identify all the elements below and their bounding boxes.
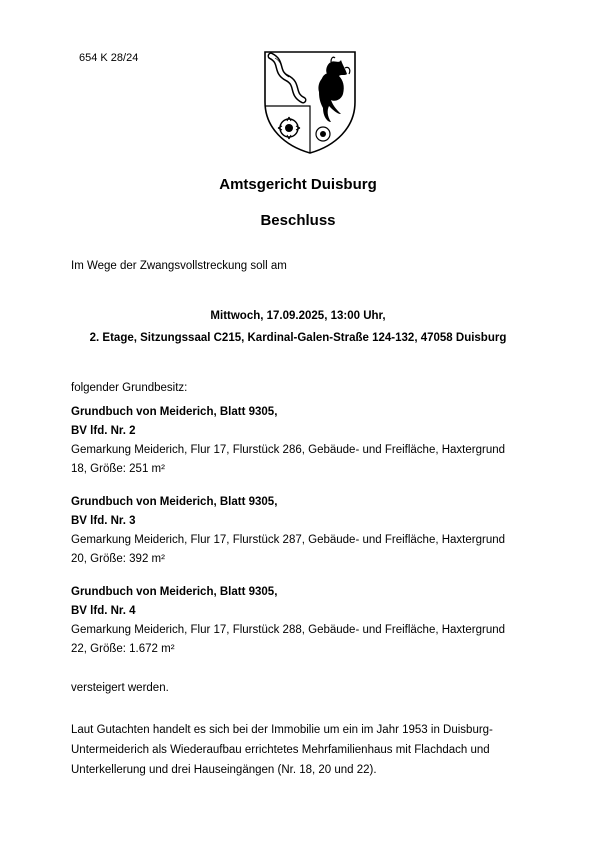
- property-description: Gemarkung Meiderich, Flur 17, Flurstück 287, Gebäude- und Freifläche, Haxtergrund: [71, 534, 506, 546]
- appointment-date-time: Mittwoch, 17.09.2025, 13:00 Uhr,: [210, 310, 386, 322]
- appointment-location: 2. Etage, Sitzungssaal C215, Kardinal-Galen-Straße 124-132, 47058 Duisburg: [89, 332, 507, 344]
- property-description-cont: 20, Größe: 392 m²: [71, 553, 165, 565]
- property-entry: [71, 403, 531, 479]
- appraisal-line: Untermeiderich als Wiederaufbau errichtetes Mehrfamilienhaus mit Flachdach und: [71, 744, 490, 756]
- property-entry: [71, 493, 531, 569]
- document-title: Beschluss: [260, 212, 336, 229]
- property-description-cont: 22, Größe: 1.672 m²: [71, 643, 175, 655]
- case-number: 654 K 28/24: [79, 52, 139, 64]
- nrw-coat-of-arms-icon: [261, 44, 359, 156]
- property-entry: [71, 583, 531, 659]
- property-description: Gemarkung Meiderich, Flur 17, Flurstück 288, Gebäude- und Freifläche, Haxtergrund: [71, 624, 506, 636]
- property-intro-text: folgender Grundbesitz:: [71, 382, 188, 394]
- intro-text: Im Wege der Zwangsvollstreckung soll am: [71, 260, 287, 272]
- appraisal-line: Laut Gutachten handelt es sich bei der Immobilie um ein im Jahr 1953 in Duisburg-: [71, 724, 493, 736]
- appointment-block: [0, 305, 596, 349]
- register-line: Grundbuch von Meiderich, Blatt 9305,: [71, 406, 278, 418]
- property-description: Gemarkung Meiderich, Flur 17, Flurstück 286, Gebäude- und Freifläche, Haxtergrund: [71, 444, 506, 456]
- register-line: Grundbuch von Meiderich, Blatt 9305,: [71, 586, 278, 598]
- appraisal-paragraph: [71, 720, 533, 780]
- entry-number: BV lfd. Nr. 2: [71, 425, 136, 437]
- court-title: Amtsgericht Duisburg: [219, 176, 377, 193]
- entry-number: BV lfd. Nr. 4: [71, 605, 136, 617]
- entry-number: BV lfd. Nr. 3: [71, 515, 136, 527]
- property-description-cont: 18, Größe: 251 m²: [71, 463, 165, 475]
- appraisal-line: Unterkellerung und drei Hauseingängen (Nr. 18, 20 und 22).: [71, 764, 377, 776]
- closing-text: versteigert werden.: [71, 682, 169, 694]
- register-line: Grundbuch von Meiderich, Blatt 9305,: [71, 496, 278, 508]
